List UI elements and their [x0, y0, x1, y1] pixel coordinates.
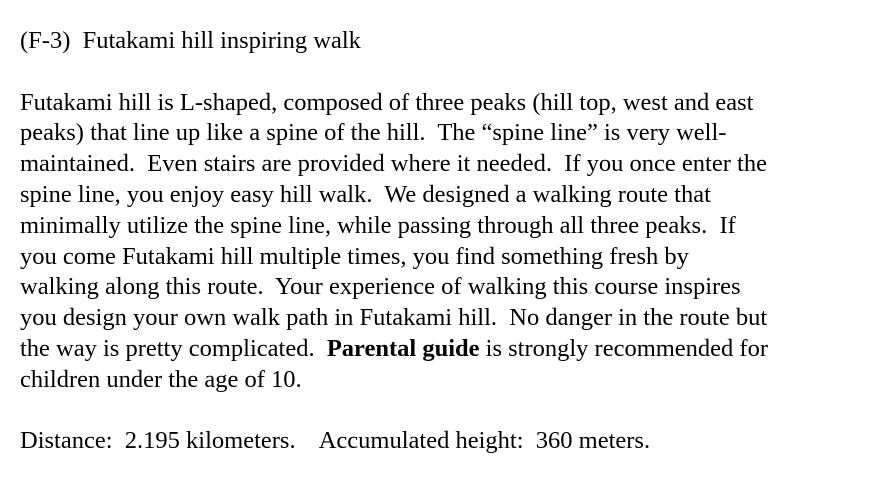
- paragraph-line: spine line, you enjoy easy hill walk. We designed a walking route that: [20, 180, 711, 208]
- paragraph-line: [20, 334, 880, 365]
- paragraph-text: the way is pretty complicated.: [20, 334, 327, 362]
- paragraph-line: Futakami hill is L-shaped, composed of three peaks (hill top, west and east: [20, 88, 754, 116]
- paragraph-line: you design your own walk path in Futakami hill. No danger in the route but: [20, 304, 768, 332]
- parental-guide-emphasis: Parental guide: [326, 334, 480, 362]
- paragraph-line: minimally utilize the spine line, while passing through all three peaks. If: [20, 211, 736, 239]
- section-title: (F-3) Futakami hill inspiring walk: [20, 27, 361, 54]
- paragraph-line: walking along this route. Your experience of walking this course inspires: [20, 273, 741, 301]
- paragraph-line: peaks) that line up like a spine of the hill. The “spine line” is very well-: [20, 119, 727, 147]
- paragraph-text: is strongly recommended for: [479, 334, 769, 362]
- description-paragraph: [20, 88, 880, 396]
- accumulated-height-text: Accumulated height: 360 meters.: [318, 427, 651, 455]
- paragraph-line: maintained. Even stairs are provided where it needed. If you once enter the: [20, 150, 767, 178]
- document-page: [20, 26, 880, 457]
- route-stats: [20, 426, 880, 457]
- paragraph-line: children under the age of 10.: [20, 365, 302, 393]
- paragraph-line: you come Futakami hill multiple times, you find something fresh by: [20, 242, 689, 270]
- distance-text: Distance: 2.195 kilometers.: [20, 427, 296, 455]
